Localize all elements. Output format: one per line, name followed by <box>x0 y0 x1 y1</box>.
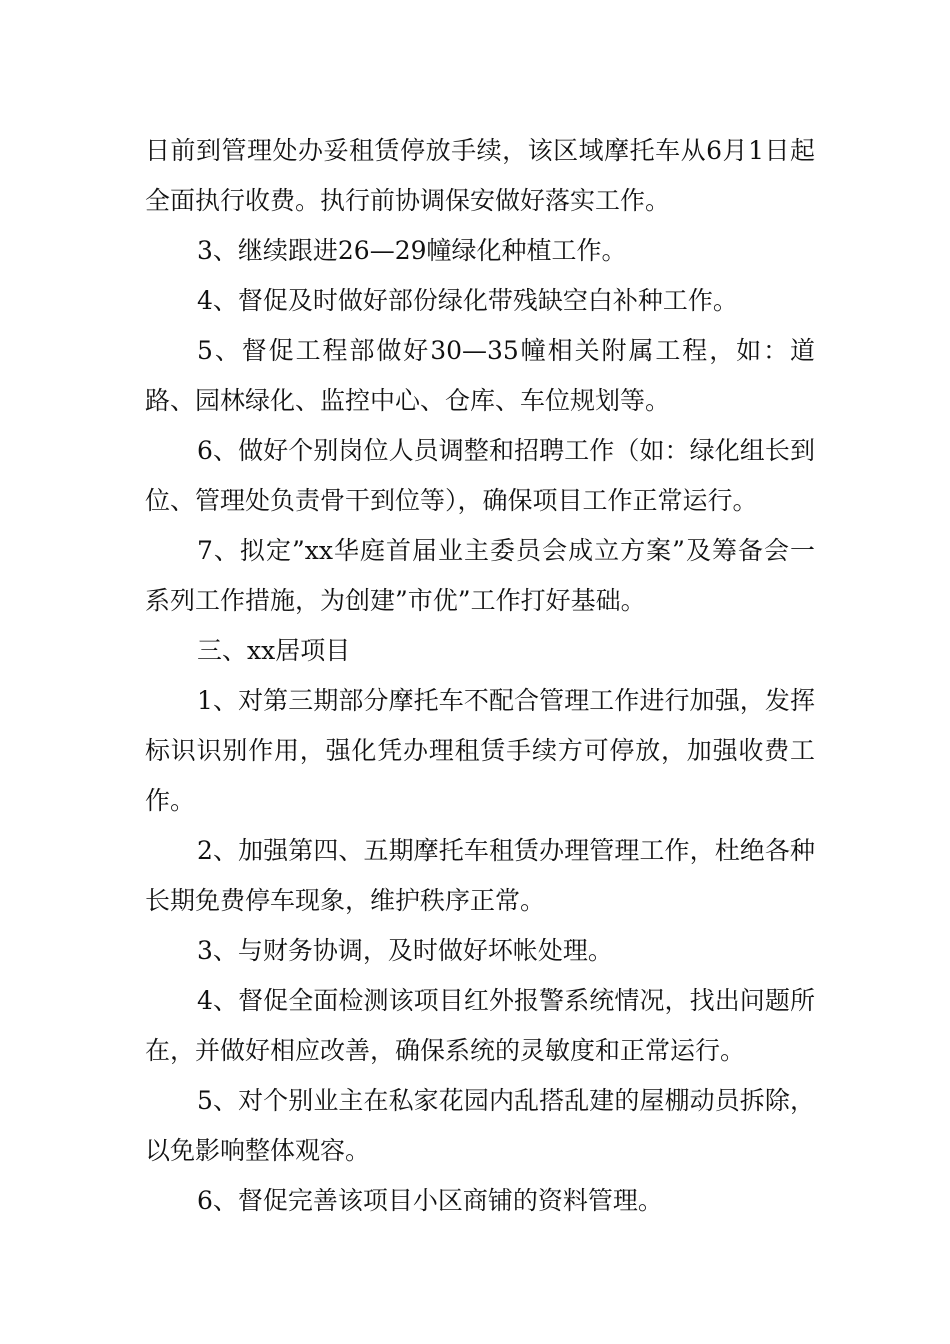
document-body <box>145 126 815 1226</box>
paragraph-section3-item-1: 1、对第三期部分摩托车不配合管理工作进行加强，发挥标识识别作用，强化凭办理租赁手续方可停放，加强收费工作。 <box>145 686 815 815</box>
paragraph-section3-item-2: 2、加强第四、五期摩托车租赁办理管理工作，杜绝各种长期免费停车现象，维护秩序正常。 <box>145 836 815 915</box>
paragraph-section3-item-4: 4、督促全面检测该项目红外报警系统情况，找出问题所在，并做好相应改善，确保系统的灵敏度和正常运行。 <box>145 986 815 1065</box>
paragraph-continuation: 日前到管理处办妥租赁停放手续，该区域摩托车从6月1日起全面执行收费。执行前协调保安做好落实工作。 <box>145 136 815 215</box>
paragraph-item-4: 4、督促及时做好部份绿化带残缺空白补种工作。 <box>197 286 738 315</box>
paragraph-section3-item-6: 6、督促完善该项目小区商铺的资料管理。 <box>197 1186 663 1215</box>
paragraph-item-3: 3、继续跟进26—29幢绿化种植工作。 <box>197 236 627 265</box>
paragraph-section3-item-3: 3、与财务协调，及时做好坏帐处理。 <box>197 936 613 965</box>
paragraph-section3-item-5: 5、对个别业主在私家花园内乱搭乱建的屋棚动员拆除，以免影响整体观容。 <box>145 1086 815 1165</box>
paragraph-item-6: 6、做好个别岗位人员调整和招聘工作（如：绿化组长到位、管理处负责骨干到位等），确保项目工作正常运行。 <box>145 436 815 515</box>
paragraph-item-5: 5、督促工程部做好30—35幢相关附属工程，如：道路、园林绿化、监控中心、仓库、车位规划等。 <box>145 336 815 415</box>
paragraph-item-7: 7、拟定”xx华庭首届业主委员会成立方案”及筹备会一系列工作措施，为创建”市优”工作打好基础。 <box>145 536 815 615</box>
section-heading: 三、xx居项目 <box>197 636 351 665</box>
